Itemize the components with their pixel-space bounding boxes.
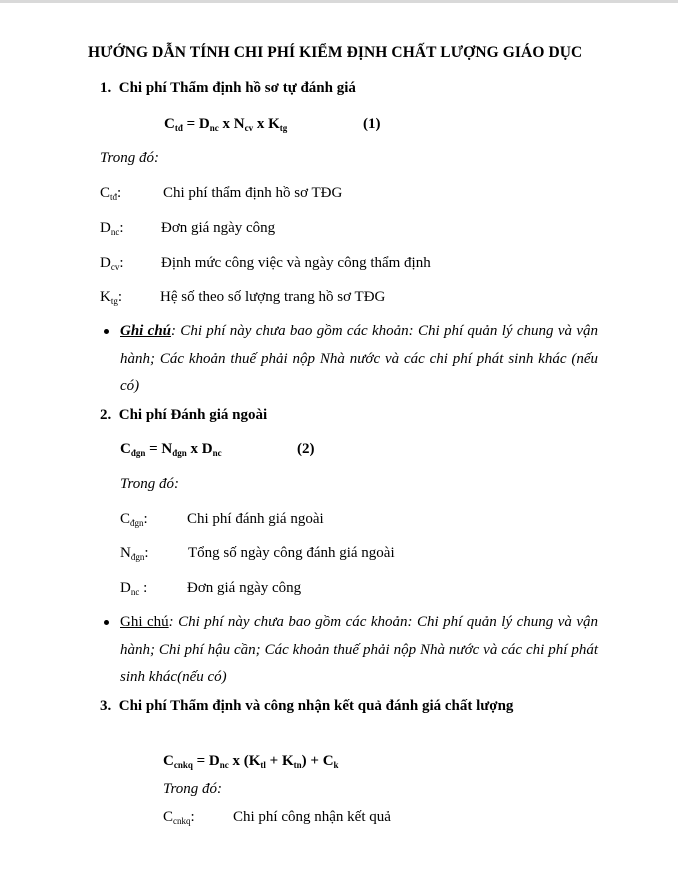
formula-2: $C_{đgn} = N_{đgn}$ x $D_{nc}$ xyxy=(120,441,222,458)
definition-symbol: $C_{cnkq}$: xyxy=(163,809,195,826)
page-top-border xyxy=(0,0,678,3)
definition-text: Chi phí thẩm định hồ sơ TĐG xyxy=(163,185,343,201)
formula-1-label: (1) xyxy=(363,116,381,132)
section-number: 1. xyxy=(100,80,112,96)
formula-2-label: (2) xyxy=(297,441,315,457)
section-title: Chi phí Thẩm định hồ sơ tự đánh giá xyxy=(118,80,356,96)
bullet-icon xyxy=(104,620,109,625)
definition-symbol: $D_{nc}$: xyxy=(100,220,124,237)
section-number: 3. xyxy=(100,698,112,714)
where-label-2: Trong đó: xyxy=(120,476,180,492)
section-1-heading xyxy=(100,79,356,97)
definition-text: Định mức công việc và ngày công thẩm định xyxy=(161,255,431,271)
section-title: Chi phí Thẩm định và công nhận kết quả đánh giá chất lượng xyxy=(118,698,514,714)
section-3-heading xyxy=(100,697,513,715)
definition-symbol: $D_{cv}$: xyxy=(100,255,124,272)
definition-text: Đơn giá ngày công xyxy=(161,220,276,236)
bullet-icon xyxy=(104,329,109,334)
definition-symbol: $N_{đgn}$: xyxy=(120,545,149,562)
where-label-1: Trong đó: xyxy=(100,150,160,166)
section-number: 2. xyxy=(100,407,112,423)
definition-symbol: $C_{đgn}$: xyxy=(120,511,148,528)
definition-text: Đơn giá ngày công xyxy=(187,580,302,596)
where-label-3: Trong đó: xyxy=(163,781,223,797)
document-title: HƯỚNG DẪN TÍNH CHI PHÍ KIỂM ĐỊNH CHẤT LƯỢNG GIÁO DỤC xyxy=(88,44,583,61)
note-2: Ghi chú: Chi phí này chưa bao gồm các khoản: Chi phí quản lý chung và vận hành; Chi phí hậu cần; Các khoản thuế phải nộp Nhà nước và các chi phí phát sinh khác(nếu có) xyxy=(120,614,598,685)
note-1: Ghi chú: Chi phí này chưa bao gồm các khoản: Chi phí quản lý chung và vận hành; Các khoản thuế phải nộp Nhà nước và các chi phí phát sinh khác (nếu có) xyxy=(120,323,598,394)
formula-1: $C_{tđ} = D_{nc}$ x $N_{cv}$ x $K_{tg}$ xyxy=(164,116,288,133)
definition-text: Tổng số ngày công đánh giá ngoài xyxy=(188,545,395,561)
section-2-heading xyxy=(100,406,267,424)
definition-text: Chi phí đánh giá ngoài xyxy=(187,511,324,527)
formula-3: $C_{cnkq} = D_{nc}$ x $(K_{tl} + K_{tn}) + C_k$ xyxy=(163,753,339,770)
definition-symbol: $C_{tđ}$: xyxy=(100,185,122,202)
section-title: Chi phí Đánh giá ngoài xyxy=(118,407,268,423)
definition-text: Hệ số theo số lượng trang hồ sơ TĐG xyxy=(160,289,386,305)
definition-symbol: $D_{nc}$ : xyxy=(120,580,148,597)
definition-text: Chi phí công nhận kết quả xyxy=(233,809,391,825)
definition-symbol: $K_{tg}$: xyxy=(100,289,123,306)
